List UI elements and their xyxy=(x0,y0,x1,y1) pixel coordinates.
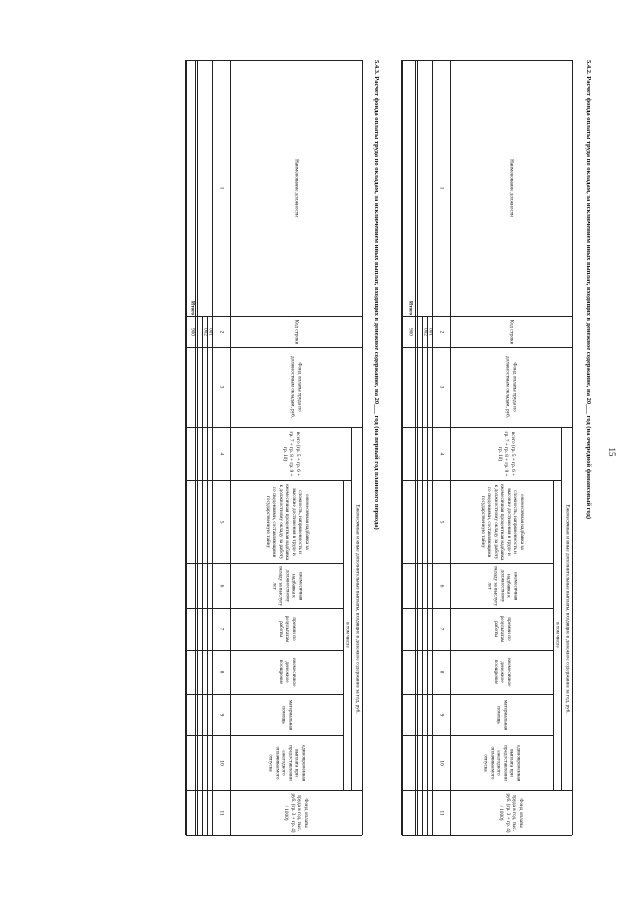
column-number-9: 9 xyxy=(218,713,225,716)
column-header-5: ежемесячная надбавка за сложность, напряженность и высокие достижения в труде и ежемесячная процентная надбавка к должностному окладу за работу со сведениями, составляющими государственную тайну xyxy=(264,483,310,560)
row-line xyxy=(422,316,423,835)
column-number-1: 1 xyxy=(218,186,225,190)
column-separator xyxy=(186,694,343,695)
column-separator xyxy=(402,790,572,791)
row-line xyxy=(207,316,208,835)
group-header: Ежемесячные и иные дополнительные выплаты, входящие в денежное содержание за год, руб. xyxy=(353,503,360,714)
page-number: 15 xyxy=(607,447,617,457)
row-line-double xyxy=(195,60,196,835)
column-number-4: 4 xyxy=(218,452,225,455)
column-header-10: единовременная выплата при предоставлении ежегодного оплачиваемого отпуска xyxy=(482,744,521,781)
table-border-bottom xyxy=(401,60,402,835)
column-separator xyxy=(186,608,343,609)
column-number-7: 7 xyxy=(438,627,445,631)
table-border-right xyxy=(402,835,572,836)
total-label: Итого xyxy=(406,301,413,315)
row-code: 001 xyxy=(426,327,433,336)
column-separator xyxy=(402,347,572,348)
column-header-1: Наименование должности xyxy=(508,159,515,217)
column-separator xyxy=(186,650,343,651)
row-code: 002 xyxy=(421,327,428,336)
column-header-7: премии по результатам работы xyxy=(492,615,512,643)
number-row-line xyxy=(432,60,433,835)
row-code: 900 xyxy=(406,327,413,336)
column-number-4: 4 xyxy=(438,452,445,455)
column-separator xyxy=(186,735,343,736)
row-line xyxy=(197,60,198,835)
subheader-label: в том числе xyxy=(554,622,561,648)
column-header-6: ежемесячная надбавка к должностному окладу за выслугу лет xyxy=(485,565,518,606)
column-separator xyxy=(186,427,362,428)
column-header-8: ежемесячное денежное поощрение xyxy=(277,657,297,687)
row-line xyxy=(427,316,428,835)
table-border-left xyxy=(402,60,572,61)
column-separator xyxy=(402,563,553,564)
column-header-11: Фонд оплаты труда в год, тыс. руб. (гр. 3 + гр. 4) / 1000) xyxy=(283,792,309,833)
column-number-5: 5 xyxy=(438,520,445,523)
row-line xyxy=(417,60,418,835)
column-number-6: 6 xyxy=(438,584,445,587)
column-header-7: премии по результатам работы xyxy=(277,615,297,643)
subheader-label: в том числе xyxy=(344,622,351,648)
column-number-3: 3 xyxy=(218,385,225,389)
column-header-4: всего (гр. 5 + гр. 6 + гр. 7 + гр. 8 + гр. 9 + гр. 10) xyxy=(281,431,301,476)
column-header-3: Фонд оплаты труда по должностным окладам, руб. xyxy=(290,355,303,419)
column-number-5: 5 xyxy=(218,520,225,523)
column-header-9: материальная помощь xyxy=(280,699,293,730)
column-separator xyxy=(186,316,362,317)
number-row-line xyxy=(212,60,213,835)
table-border-top xyxy=(572,60,573,835)
column-separator xyxy=(402,735,553,736)
column-separator xyxy=(402,694,553,695)
column-number-3: 3 xyxy=(438,385,445,389)
row-code: 002 xyxy=(201,327,208,336)
column-number-10: 10 xyxy=(218,759,225,766)
table-border-left xyxy=(186,60,362,61)
column-number-6: 6 xyxy=(218,584,225,587)
column-header-8: ежемесячное денежное поощрение xyxy=(492,657,512,687)
header-row-line xyxy=(230,60,231,835)
column-number-8: 8 xyxy=(438,670,445,674)
column-separator xyxy=(186,563,343,564)
column-separator xyxy=(402,316,572,317)
column-number-2: 2 xyxy=(438,330,445,333)
column-number-10: 10 xyxy=(438,759,445,766)
column-number-1: 1 xyxy=(438,186,445,190)
column-header-5: ежемесячная надбавка за сложность, напряженность и высокие достижения в труде и ежемесячная процентная надбавка к должностному окладу за работу со сведениями, составляющими государственную тайну xyxy=(479,483,525,560)
column-header-9: материальная помощь xyxy=(495,699,508,730)
section-title: 5.4.2. Расчет фонда оплаты труда по окладам, за исключением иных выплат, входящих в денежное содержание, на 20___ год (на очередной финансовый год) xyxy=(585,60,592,519)
column-header-3: Фонд оплаты труда по должностным окладам, руб. xyxy=(505,355,518,419)
column-header-1: Наименование должности xyxy=(293,159,300,217)
column-number-9: 9 xyxy=(438,713,445,716)
table-border-bottom xyxy=(185,60,186,835)
column-header-10: единовременная выплата при предоставлении ежегодного оплачиваемого отпуска xyxy=(267,744,306,781)
group-header-line xyxy=(351,427,352,790)
column-number-8: 8 xyxy=(218,670,225,674)
group-header-line xyxy=(561,427,562,790)
total-label: Итого xyxy=(188,301,195,315)
column-number-7: 7 xyxy=(218,627,225,631)
column-separator xyxy=(402,650,553,651)
column-number-11: 11 xyxy=(438,809,445,816)
column-header-2: Код строки xyxy=(293,319,300,344)
column-header-6: ежемесячная надбавка к должностному окладу за выслугу лет xyxy=(270,565,303,606)
row-line-double xyxy=(415,60,416,835)
column-separator xyxy=(402,608,553,609)
row-line xyxy=(202,316,203,835)
row-code: 001 xyxy=(206,327,213,336)
row-code: 900 xyxy=(188,327,195,336)
table-border-right xyxy=(186,835,362,836)
column-header-11: Фонд оплаты труда в год, тыс. руб. (гр. 3 + гр. 4) / 1000) xyxy=(498,792,524,833)
column-number-11: 11 xyxy=(218,809,225,816)
column-separator xyxy=(186,790,362,791)
header-row-line xyxy=(450,60,451,835)
column-header-4: всего (гр. 5 + гр. 6 + гр. 7 + гр. 8 + гр. 9 + гр. 10) xyxy=(496,431,516,476)
column-number-2: 2 xyxy=(218,330,225,333)
column-header-2: Код строки xyxy=(508,319,515,344)
column-separator xyxy=(186,347,362,348)
section-title: 5.4.3. Расчет фонда оплаты труда по окладам, за исключением иных выплат, входящих в денежное содержание, на 20___ год (на первый год планового периода) xyxy=(373,60,380,530)
group-header: Ежемесячные и иные дополнительные выплаты, входящие в денежное содержание за год, руб. xyxy=(563,503,570,714)
table-border-top xyxy=(362,60,363,835)
column-separator xyxy=(402,427,572,428)
